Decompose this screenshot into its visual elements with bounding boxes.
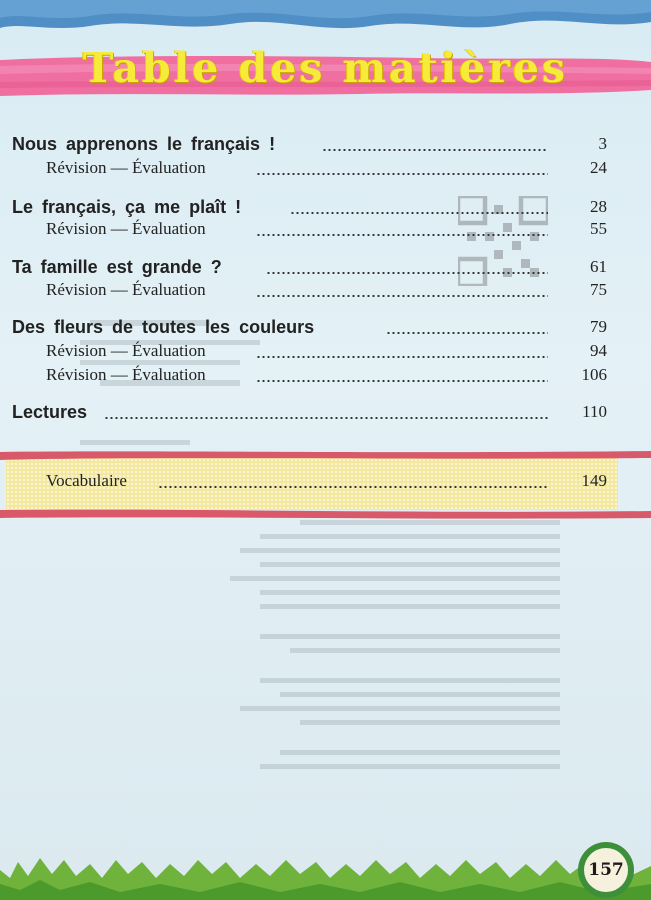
toc-entry — [0, 257, 651, 281]
bottom-grass-decoration — [0, 840, 651, 900]
toc-entry-page: 28 — [590, 197, 607, 216]
dot-leader — [290, 212, 548, 214]
toc-vocabulary-page: 149 — [581, 471, 607, 490]
toc-subentry — [0, 158, 651, 182]
toc-entry — [0, 317, 651, 341]
toc-entry-page: 61 — [590, 257, 607, 276]
toc-entry — [0, 402, 651, 426]
toc-entry-page: 79 — [590, 317, 607, 336]
dot-leader — [256, 356, 548, 358]
dot-leader — [256, 173, 548, 175]
toc-subentry-page: 106 — [581, 365, 607, 384]
toc-subentry — [0, 341, 651, 365]
toc-subentry — [0, 365, 651, 389]
toc-entry-title: Lectures — [12, 402, 88, 422]
dot-leader — [322, 149, 548, 151]
dot-leader — [158, 486, 548, 488]
toc-subentry-title: Révision — Évaluation — [46, 158, 206, 177]
toc-subentry-page: 55 — [590, 219, 607, 238]
dot-leader — [266, 272, 548, 274]
dot-leader — [256, 380, 548, 382]
toc-subentry-page: 94 — [590, 341, 607, 360]
toc-subentry-page: 24 — [590, 158, 607, 177]
page-title: Table des matières — [82, 44, 569, 92]
dot-leader — [256, 234, 548, 236]
toc-entry-title: Des fleurs de toutes les couleurs — [12, 317, 315, 337]
dot-leader — [104, 417, 548, 419]
toc-entry-title: Nous apprenons le français ! — [12, 134, 276, 154]
toc-subentry-title: Révision — Évaluation — [46, 280, 206, 299]
dot-leader — [386, 332, 548, 334]
toc-entry-title: Le français, ça me plaît ! — [12, 197, 242, 217]
toc-subentry — [0, 219, 651, 243]
toc-subentry — [0, 280, 651, 304]
toc-entry — [0, 197, 651, 221]
toc-entry-page: 110 — [582, 402, 607, 421]
toc-subentry-title: Révision — Évaluation — [46, 341, 206, 360]
toc-vocabulary-entry — [0, 471, 651, 495]
toc-subentry-page: 75 — [590, 280, 607, 299]
show-through-imprint — [60, 320, 580, 800]
toc-vocabulary-title: Vocabulaire — [46, 471, 127, 490]
toc-entry — [0, 134, 651, 158]
dot-leader — [256, 295, 548, 297]
toc-subentry-title: Révision — Évaluation — [46, 219, 206, 238]
toc-entry-title: Ta famille est grande ? — [12, 257, 222, 277]
toc-subentry-title: Révision — Évaluation — [46, 365, 206, 384]
page-number: 157 — [584, 848, 628, 892]
toc-entry-page: 3 — [598, 134, 607, 153]
